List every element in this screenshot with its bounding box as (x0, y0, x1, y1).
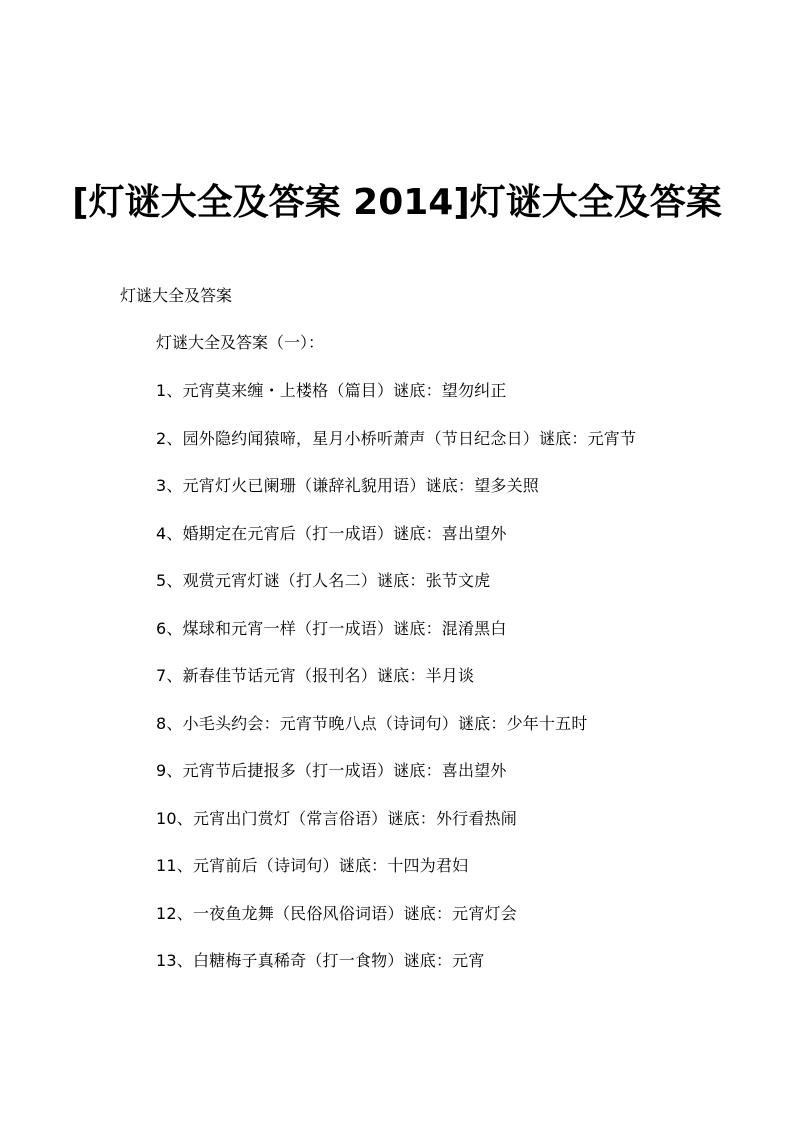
riddle-list (120, 379, 680, 997)
riddle-item: 13、白糖梅子真稀奇（打一食物）谜底：元宵 (156, 951, 485, 970)
riddle-item: 6、煤球和元宵一样（打一成语）谜底：混淆黑白 (156, 618, 507, 638)
riddle-item: 12、一夜鱼龙舞（民俗风俗词语）谜底：元宵灯会 (156, 903, 517, 923)
riddle-item: 2、园外隐约闻猿啼，星月小桥听萧声（节日纪念日）谜底：元宵节 (156, 428, 637, 448)
riddle-item: 1、元宵莫来缠・上楼格（篇目）谜底：望勿纠正 (156, 381, 507, 400)
riddle-item: 7、新春佳节话元宵（报刊名）谜底：半月谈 (156, 666, 475, 685)
riddle-item: 4、婚期定在元宵后（打一成语）谜底：喜出望外 (156, 523, 507, 543)
section-heading: 灯谜大全及答案（一）： (156, 333, 325, 352)
riddle-item: 11、元宵前后（诗词句）谜底：十四为君妇 (156, 856, 469, 875)
riddle-item: 3、元宵灯火已阑珊（谦辞礼貌用语）谜底：望多关照 (156, 476, 539, 495)
document-title: [灯谜大全及答案 2014]灯谜大全及答案 (72, 182, 722, 223)
riddle-item: 9、元宵节后捷报多（打一成语）谜底：喜出望外 (156, 761, 507, 780)
riddle-item: 10、元宵出门赏灯（常言俗语）谜底：外行看热闹 (156, 808, 517, 828)
intro-text: 灯谜大全及答案 (120, 286, 233, 305)
riddle-item: 8、小毛头约会：元宵节晚八点（诗词句）谜底：少年十五时 (156, 713, 588, 733)
riddle-item: 5、观赏元宵灯谜（打人名二）谜底：张节文虎 (156, 571, 491, 590)
